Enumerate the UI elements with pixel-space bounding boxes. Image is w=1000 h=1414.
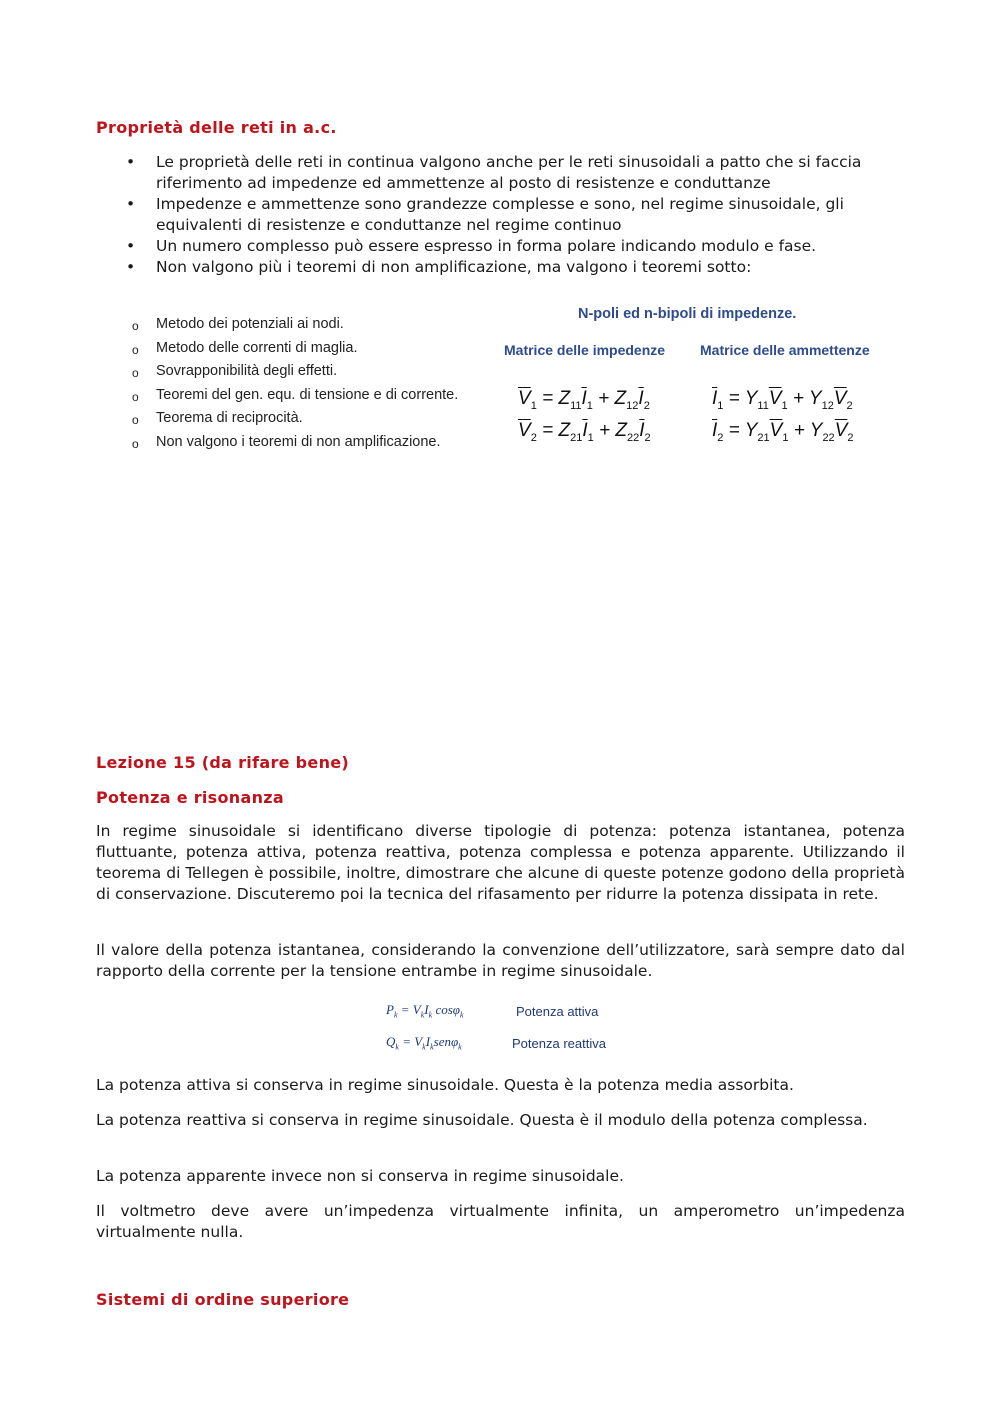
paragraph-instant-power: Il valore della potenza istantanea, considerando la convenzione dell’utilizzatore, sarà sempre dato dal rapporto della corrente per la tensione entrambe in regime sinusoidale. bbox=[96, 941, 905, 980]
bullet-item: • Non valgono più i teoremi di non amplificazione, ma valgono i teoremi sotto: bbox=[126, 258, 752, 276]
bullet-marker: • bbox=[126, 153, 136, 171]
active-power-formula: $P_k = V_kI_k$ cosφ$_k$ bbox=[386, 1002, 464, 1020]
admittance-equation-2: $\overline{I}_2 = Y_{21}\overline{V}_1 + Y_{22}\overline{V}_2$ bbox=[712, 420, 854, 444]
theorem-item: o Teorema di reciprocità. bbox=[132, 410, 303, 427]
theorem-item: o Sovrapponibilità degli effetti. bbox=[132, 363, 338, 380]
section-title-potenza: Potenza e risonanza bbox=[96, 788, 284, 807]
section-title-lezione: Lezione 15 (da rifare bene) bbox=[96, 753, 350, 772]
reactive-power-label: Potenza reattiva bbox=[512, 1036, 606, 1051]
circle-bullet-icon: o bbox=[132, 366, 139, 380]
paragraph-apparent-power: La potenza apparente invece non si conserva in regime sinusoidale. bbox=[96, 1167, 624, 1185]
circle-bullet-icon: o bbox=[132, 319, 139, 333]
bullet-marker: • bbox=[126, 237, 136, 255]
bullet-item: • Le proprietà delle reti in continua valgono anche per le reti sinusoidali a patto che si faccia riferimento ad impedenze ed ammettenze al posto di resistenze e conduttanze bbox=[126, 153, 862, 192]
section-title-sistemi: Sistemi di ordine superiore bbox=[96, 1290, 350, 1309]
paragraph-active-power: La potenza attiva si conserva in regime sinusoidale. Questa è la potenza media assorbita. bbox=[96, 1076, 794, 1094]
theorem-item: o Non valgono i teoremi di non amplificazione. bbox=[132, 433, 441, 451]
section-title-proprieta: Proprietà delle reti in a.c. bbox=[96, 118, 337, 137]
admittance-matrix-header: Matrice delle ammettenze bbox=[700, 342, 870, 358]
properties-bullet-list bbox=[96, 152, 906, 278]
bullet-marker: • bbox=[126, 195, 136, 213]
circle-bullet-icon: o bbox=[132, 413, 139, 427]
impedance-matrix-header: Matrice delle impedenze bbox=[504, 342, 666, 358]
circle-bullet-icon: o bbox=[132, 342, 139, 357]
admittance-equation-1: $\overline{I}_1 = Y_{11}\overline{V}_1 + Y_{12}\overline{V}_2$ bbox=[712, 388, 853, 412]
paragraph-reactive-power: La potenza reattiva si conserva in regime sinusoidale. Questa è il modulo della potenza complessa. bbox=[96, 1111, 868, 1129]
paragraph-power-types: In regime sinusoidale si identificano diverse tipologie di potenza: potenza istantanea, potenza fluttuante, potenza attiva, potenza reattiva, potenza complessa e potenza apparente. Utilizzando il teorema di Tellegen è possibile, inoltre, dimostrare che alcune di queste potenze godono della proprietà di conservazione. Discuteremo poi la tecnica del rifasamento per ridurre la potenza dissipata in rete. bbox=[96, 822, 905, 903]
circle-bullet-icon: o bbox=[132, 436, 139, 451]
bullet-item: • Impedenze e ammettenze sono grandezze complesse e sono, nel regime sinusoidale, gli equivalenti di resistenze e conduttanze nel regime continuo bbox=[126, 195, 844, 234]
theorem-item: o Metodo delle correnti di maglia. bbox=[132, 339, 358, 357]
power-formulas-figure bbox=[380, 1000, 640, 1056]
bullet-marker: • bbox=[126, 258, 136, 276]
theorem-item: o Metodo dei potenziali ai nodi. bbox=[132, 316, 344, 333]
npoli-title: N-poli ed n-bipoli di impedenze. bbox=[578, 306, 797, 322]
paragraph-voltmeter: Il voltmetro deve avere un’impedenza virtualmente infinita, un amperometro un’impedenza virtualmente nulla. bbox=[96, 1202, 905, 1241]
impedance-equation-1: $\overline{V}_1 = Z_{11}\overline{I}_1 + Z_{12}\overline{I}_2$ bbox=[518, 388, 650, 412]
bullet-item: • Un numero complesso può essere espresso in forma polare indicando modulo e fase. bbox=[126, 237, 817, 255]
reactive-power-formula: $Q_k = V_kI_ksen\varphi_k$ bbox=[386, 1034, 462, 1052]
theorems-figure bbox=[118, 300, 898, 468]
theorem-item: o Teoremi del gen. equ. di tensione e di corrente. bbox=[132, 386, 459, 404]
active-power-label: Potenza attiva bbox=[516, 1004, 599, 1019]
circle-bullet-icon: o bbox=[132, 389, 139, 404]
theorems-list bbox=[132, 316, 458, 457]
impedance-equation-2: $\overline{V}_2 = Z_{21}\overline{I}_1 + Z_{22}\overline{I}_2$ bbox=[518, 420, 651, 444]
